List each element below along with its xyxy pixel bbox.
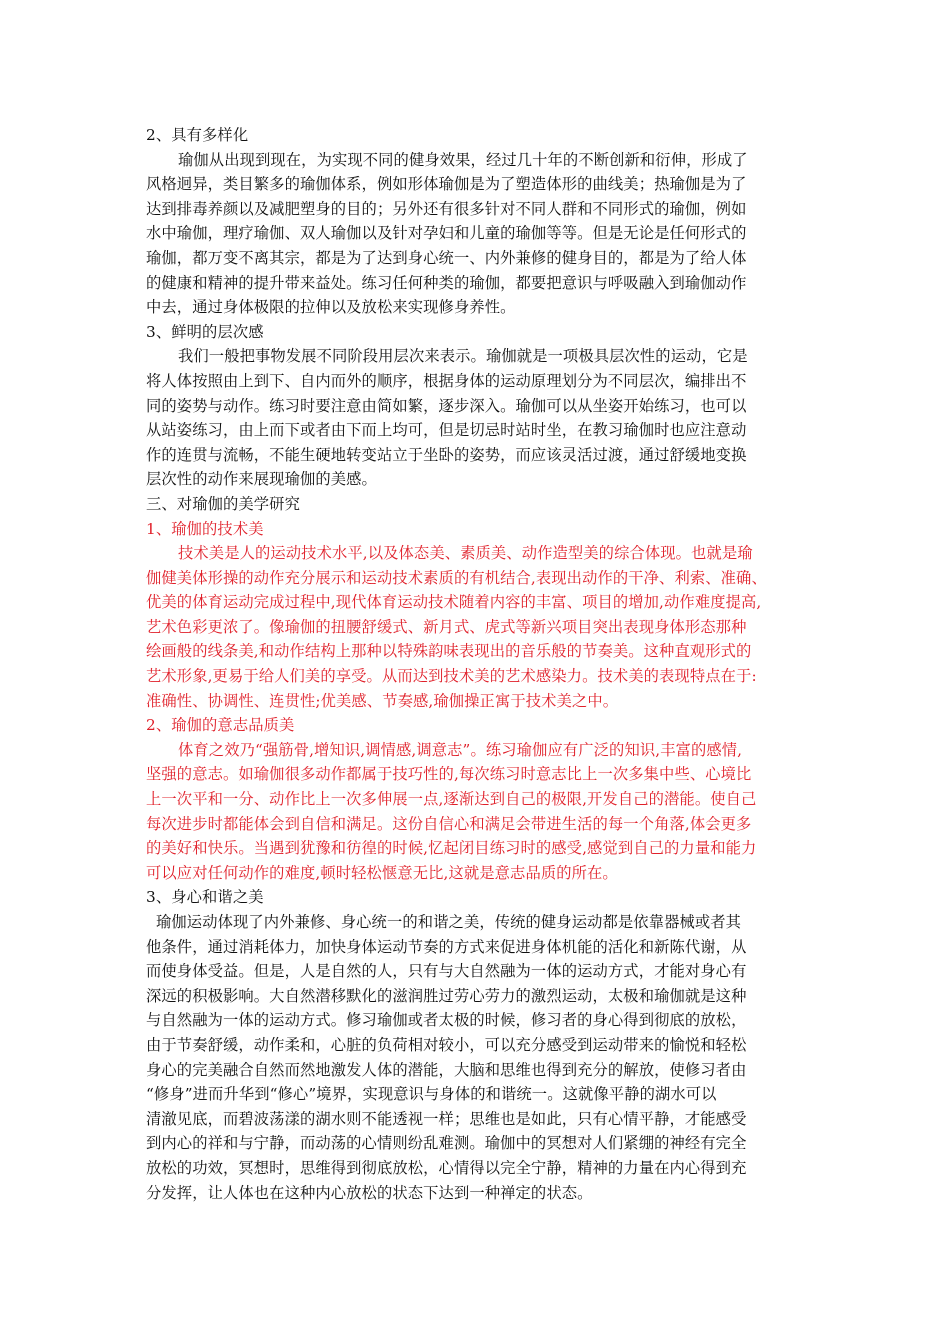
paragraph-line: 从站姿练习，由上而下或者由下而上均可，但是切忌时站时坐，在教习瑜伽时也应注意动 [146,421,747,440]
paragraph-line: 中去，通过身体极限的拉伸以及放松来实现修身养性。 [146,298,516,317]
paragraph-line: 深远的积极影响。大自然潜移默化的滋润胜过劳心劳力的激烈运动，太极和瑜伽就是这种 [146,986,747,1005]
section-heading-willpower-beauty: 2、瑜伽的意志品质美 [146,716,295,735]
paragraph-line: 我们一般把事物发展不同阶段用层次来表示。瑜伽就是一项极具层次性的运动，它是 [178,347,748,366]
paragraph-line: 坚强的意志。如瑜伽很多动作都属于技巧性的,每次练习时意志比上一次多集中些、心境比 [146,765,752,784]
paragraph-hierarchy [146,344,810,492]
paragraph-line: 的健康和精神的提升带来益处。练习任何种类的瑜伽，都要把意识与呼吸融入到瑜伽动作 [146,273,747,292]
paragraph-line: 与自然融为一体的运动方式。修习瑜伽或者太极的时候，修习者的身心得到彻底的放松， [146,1011,747,1030]
paragraph-line: 水中瑜伽，理疗瑜伽、双人瑜伽以及针对孕妇和儿童的瑜伽等等。但是无论是任何形式的 [146,224,747,243]
paragraph-line: 清澈见底，而碧波荡漾的湖水则不能透视一样；思维也是如此，只有心情平静，才能感受 [146,1109,747,1128]
section-heading-technical-beauty: 1、瑜伽的技术美 [146,519,264,538]
document-body [146,123,810,1205]
paragraph-line: 作的连贯与流畅，不能生硬地转变站立于坐卧的姿势，而应该灵活过渡，通过舒缓地变换 [146,445,747,464]
paragraph-line: 风格迥异，类目繁多的瑜伽体系，例如形体瑜伽是为了塑造体形的曲线美；热瑜伽是为了 [146,175,747,194]
paragraph-line: 而使身体受益。但是，人是自然的人，只有与大自然融为一体的运动方式，才能对身心有 [146,962,747,981]
paragraph-line: 上一次平和一分、动作比上一次多伸展一点,逐渐达到自己的极限,开发自己的潜能。使自己 [146,790,757,809]
paragraph-line: 放松的功效，冥想时，思维得到彻底放松，心情得以完全宁静，精神的力量在内心得到充 [146,1158,747,1177]
paragraph-harmony-beauty [146,910,810,1205]
paragraph-line: 达到排毒养颜以及减肥塑身的目的；另外还有很多针对不同人群和不同形式的瑜伽，例如 [146,199,747,218]
section-heading-hierarchy: 3、鲜明的层次感 [146,322,264,341]
paragraph-line: 技术美是人的运动技术水平,以及体态美、素质美、动作造型美的综合体现。也就是瑜 [178,544,753,563]
paragraph-line: 将人体按照由上到下、自内而外的顺序，根据身体的运动原理划分为不同层次，编排出不 [146,371,747,390]
part-heading-aesthetics: 三、对瑜伽的美学研究 [146,494,300,513]
paragraph-line: 同的姿势与动作。练习时要注意由简如繁，逐步深入。瑜伽可以从坐姿开始练习，也可以 [146,396,747,415]
paragraph-line: 层次性的动作来展现瑜伽的美感。 [146,470,377,489]
paragraph-line: 瑜伽运动体现了内外兼修、身心统一的和谐之美，传统的健身运动都是依靠器械或者其 [156,913,742,931]
paragraph-line: 的美好和快乐。当遇到犹豫和彷徨的时候,忆起闭目练习时的感受,感觉到自己的力量和能力 [146,839,757,858]
paragraph-line: 可以应对任何动作的难度,顿时轻松惬意无比,这就是意志品质的所在。 [146,863,618,882]
paragraph-line: 瑜伽，都万变不离其宗，都是为了达到身心统一、内外兼修的健身目的，都是为了给人体 [146,248,747,267]
paragraph-line: “修身”进而升华到“修心”境界，实现意识与身体的和谐统一。这就像平静的湖水可以 [146,1085,717,1104]
paragraph-line: 到内心的祥和与宁静，而动荡的心情则纷乱难测。瑜伽中的冥想对人们紧绷的神经有完全 [146,1134,747,1153]
section-heading-harmony-beauty: 3、身心和谐之美 [146,888,264,907]
paragraph-technical-beauty [146,541,810,713]
paragraph-line: 他条件，通过消耗体力，加快身体运动节奏的方式来促进身体机能的活化和新陈代谢，从 [146,937,747,956]
paragraph-line: 身心的完美融合自然而然地激发人体的潜能，大脑和思维也得到充分的解放，使修习者由 [146,1060,747,1079]
paragraph-line: 艺术形象,更易于给人们美的享受。从而达到技术美的艺术感染力。技术美的表现特点在于: [146,667,757,686]
paragraph-line: 准确性、协调性、连贯性;优美感、节奏感,瑜伽操正寓于技术美之中。 [146,691,619,710]
paragraph-line: 绘画般的线条美,和动作结构上那种以特殊韵味表现出的音乐般的节奏美。这种直观形式的 [146,642,752,661]
paragraph-line: 伽健美体形操的动作充分展示和运动技术素质的有机结合,表现出动作的干净、利索、准确、 [146,568,767,587]
paragraph-line: 瑜伽从出现到现在，为实现不同的健身效果，经过几十年的不断创新和衍伸，形成了 [178,150,748,169]
paragraph-line: 分发挥，让人体也在这种内心放松的状态下达到一种禅定的状态。 [146,1183,593,1202]
paragraph-line: 由于节奏舒缓，动作柔和，心脏的负荷相对较小，可以充分感受到运动带来的愉悦和轻松 [146,1035,747,1054]
paragraph-line: 每次进步时都能体会到自信和满足。这份自信心和满足会带进生活的每一个角落,体会更多 [146,814,752,833]
paragraph-willpower-beauty [146,738,810,886]
paragraph-line: 体育之效乃“强筋骨,增知识,调情感,调意志”。练习瑜伽应有广泛的知识,丰富的感情, [178,740,743,759]
paragraph-line: 优美的体育运动完成过程中,现代体育运动技术随着内容的丰富、项目的增加,动作难度提高, [146,593,762,612]
section-heading-diversity: 2、具有多样化 [146,126,249,144]
paragraph-line: 艺术色彩更浓了。像瑜伽的扭腰舒缓式、新月式、虎式等新兴项目突出表现身体形态那种 [146,617,747,636]
paragraph-diversity [146,148,810,320]
